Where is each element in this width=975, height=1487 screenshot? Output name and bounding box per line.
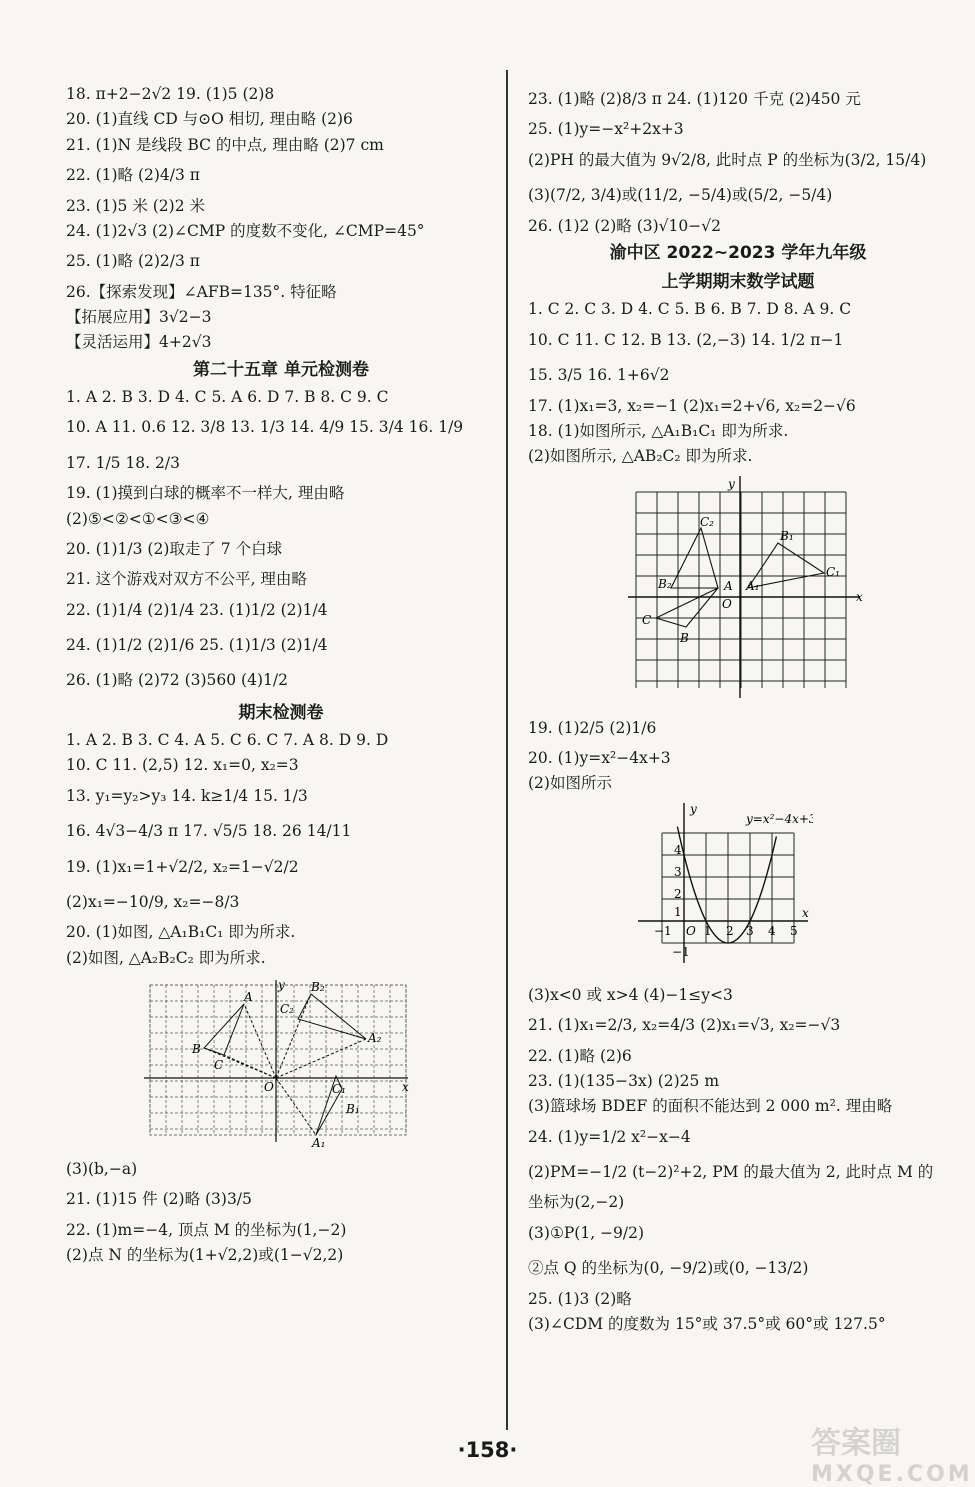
column-divider (506, 70, 508, 1430)
answer-line: 24. (1)2√3 (2)∠CMP 的度数不变化, ∠CMP=45° (66, 221, 425, 240)
answer-line: 10. C 11. (2,5) 12. x₁=0, x₂=3 (66, 756, 299, 775)
figure-label: −1 (654, 923, 672, 938)
answer-line: 23. (1)略 (2)8/3 π 24. (1)120 千克 (2)450 元 (528, 90, 861, 108)
answer-line: 18. (1)如图所示, △A₁B₁C₁ 即为所求. (528, 421, 789, 440)
section-heading: 渝中区 2022~2023 学年九年级 (609, 242, 867, 263)
answer-line: 【灵活运用】4+2√3 (66, 333, 212, 352)
answer-line: (2)如图所示 (528, 774, 612, 793)
figure-label: O (686, 923, 696, 938)
figure-label: B₁ (346, 1102, 360, 1116)
answer-line: 1. A 2. B 3. C 4. A 5. C 6. C 7. A 8. D 9. D (66, 731, 389, 749)
answer-line: 21. (1)15 件 (2)略 (3)3/5 (66, 1190, 252, 1209)
figure-label: −1 (672, 944, 690, 959)
answer-line: 1. A 2. B 3. D 4. C 5. A 6. D 7. B 8. C 9. C (66, 388, 389, 406)
figure-wrapper (66, 977, 496, 1151)
figure-label: A₁ (746, 578, 760, 593)
figure-label: A (244, 990, 253, 1004)
answer-line: 22. (1)m=−4, 顶点 M 的坐标为(1,−2) (66, 1220, 347, 1239)
figure-label: y (690, 802, 697, 816)
figure-label: B₂ (658, 576, 672, 591)
answer-line: 21. 这个游戏对双方不公平, 理由略 (66, 570, 307, 589)
answer-line: (3)x<0 或 x>4 (4)−1≤y<3 (528, 985, 733, 1004)
answer-line: 10. A 11. 0.6 12. 3/8 13. 1/3 14. 4/9 15. 3/4 16. 1/9 (66, 418, 464, 437)
answer-line: 20. (1)1/3 (2)取走了 7 个白球 (66, 539, 283, 558)
left-column (66, 82, 496, 1269)
answer-line: 【拓展应用】3√2−3 (66, 308, 212, 326)
page-number: ·158· (457, 1438, 518, 1462)
figure-rotation-grid (126, 977, 411, 1147)
figure-label: x (402, 1080, 409, 1094)
answer-line: 26. (1)2 (2)略 (3)√10−√2 (528, 216, 721, 235)
answer-line: 15. 3/5 16. 1+6√2 (528, 366, 670, 385)
figure-label: 4 (674, 842, 682, 857)
figure-label: A (724, 578, 733, 593)
watermark-line1: 答案圈 (811, 1426, 901, 1461)
answer-line: 21. (1)x₁=2/3, x₂=4/3 (2)x₁=√3, x₂=−√3 (528, 1016, 841, 1035)
watermark-line2: MXQE.COM (811, 1462, 973, 1487)
answer-line: 17. 1/5 18. 2/3 (66, 453, 180, 472)
answer-line: 24. (1)y=1/2 x²−x−4 (528, 1127, 691, 1146)
watermark-logo (811, 1418, 973, 1487)
answer-line: 20. (1)y=x²−4x+3 (528, 749, 671, 767)
figure-label: C₂ (700, 514, 714, 529)
figure-label: 1 (704, 923, 712, 938)
answer-line: 22. (1)略 (2)4/3 π (66, 166, 200, 185)
answer-line: 22. (1)略 (2)6 (528, 1046, 632, 1065)
answer-line: (2)PM=−1/2 (t−2)²+2, PM 的最大值为 2, 此时点 M 的 (528, 1163, 934, 1181)
figure-label: 5 (790, 923, 798, 938)
figure-transform-grid (628, 476, 873, 701)
figure-label: B₂ (311, 980, 325, 994)
answer-line: 18. π+2−2√2 19. (1)5 (2)8 (66, 85, 275, 103)
answer-line: (2)点 N 的坐标为(1+√2,2)或(1−√2,2) (66, 1246, 344, 1265)
figure-label: x (802, 905, 809, 920)
answer-line: 21. (1)N 是线段 BC 的中点, 理由略 (2)7 cm (66, 135, 384, 154)
answer-line: (3)(7/2, 3/4)或(11/2, −5/4)或(5/2, −5/4) (528, 186, 833, 205)
figure-label: x (856, 589, 863, 604)
figure-label: y (728, 476, 735, 491)
answer-line: 22. (1)1/4 (2)1/4 23. (1)1/2 (2)1/4 (66, 600, 328, 619)
figure-wrapper (528, 476, 948, 705)
figure-label: B (192, 1042, 201, 1056)
section-heading: 期末检测卷 (238, 702, 324, 723)
figure-label: C (642, 612, 652, 627)
answer-line: 20. (1)如图, △A₁B₁C₁ 即为所求. (66, 923, 296, 942)
figure-label: O (722, 596, 732, 611)
figure-label: B (680, 630, 689, 645)
answer-line: (2)PH 的最大值为 9√2/8, 此时点 P 的坐标为(3/2, 15/4) (528, 150, 927, 169)
figure-label: 2 (726, 923, 734, 938)
answer-line: 19. (1)2/5 (2)1/6 (528, 718, 657, 737)
answer-line: 坐标为(2,−2) (528, 1193, 625, 1212)
answer-line: (2)x₁=−10/9, x₂=−8/3 (66, 892, 240, 911)
right-column (528, 82, 948, 1337)
figure-label: 3 (674, 864, 682, 879)
answer-line: 23. (1)5 米 (2)2 米 (66, 196, 205, 215)
figure-label: 3 (746, 923, 754, 938)
answer-line: 1. C 2. C 3. D 4. C 5. B 6. B 7. D 8. A 9. C (528, 300, 852, 319)
answer-line: 23. (1)(135−3x) (2)25 m (528, 1071, 720, 1090)
figure-label: B₁ (780, 528, 794, 543)
figure-label: y=x²−4x+3 (746, 811, 813, 826)
answer-line: (3)(b,−a) (66, 1160, 138, 1178)
answer-line: 26. (1)略 (2)72 (3)560 (4)1/2 (66, 671, 288, 690)
answer-line: 25. (1)y=−x²+2x+3 (528, 120, 684, 139)
answer-line: 19. (1)x₁=1+√2/2, x₂=1−√2/2 (66, 857, 299, 876)
figure-label: O (264, 1080, 274, 1094)
answer-line: (2)⑤<②<①<③<④ (66, 509, 210, 528)
answer-line: 25. (1)略 (2)2/3 π (66, 252, 200, 271)
figure-label: A₁ (312, 1136, 326, 1147)
figure-label: y (278, 978, 285, 992)
figure-label: C₁ (332, 1082, 346, 1096)
answer-line: (3)篮球场 BDEF 的面积不能达到 2 000 m². 理由略 (528, 1097, 893, 1116)
answer-line: 19. (1)摸到白球的概率不一样大, 理由略 (66, 484, 345, 503)
figure-wrapper (528, 803, 948, 977)
answer-line: 13. y₁=y₂>y₃ 14. k≥1/4 15. 1/3 (66, 786, 308, 805)
figure-label: 2 (674, 886, 682, 901)
answer-line: 20. (1)直线 CD 与⊙O 相切, 理由略 (2)6 (66, 110, 353, 129)
answer-line: 24. (1)1/2 (2)1/6 25. (1)1/3 (2)1/4 (66, 636, 328, 654)
figure-parabola (638, 803, 813, 973)
answer-line: 25. (1)3 (2)略 (528, 1289, 632, 1308)
answer-line: 10. C 11. C 12. B 13. (2,−3) 14. 1/2 π−1 (528, 330, 844, 349)
figure-label: C (214, 1058, 224, 1072)
answer-line: (2)如图, △A₂B₂C₂ 即为所求. (66, 948, 266, 967)
answer-line: 26.【探索发现】∠AFB=135°. 特征略 (66, 282, 337, 301)
section-heading: 第二十五章 单元检测卷 (193, 359, 369, 380)
section-heading: 上学期期末数学试题 (661, 272, 815, 293)
answer-line: ②点 Q 的坐标为(0, −9/2)或(0, −13/2) (528, 1259, 809, 1278)
answer-line: (3)①P(1, −9/2) (528, 1223, 645, 1242)
answer-line: (3)∠CDM 的度数为 15°或 37.5°或 60°或 127.5° (528, 1314, 886, 1333)
figure-label: C₂ (280, 1002, 294, 1016)
figure-label: A₂ (368, 1031, 382, 1045)
answer-line: 17. (1)x₁=3, x₂=−1 (2)x₁=2+√6, x₂=2−√6 (528, 396, 856, 415)
figure-label: 1 (674, 904, 682, 919)
answer-line: (2)如图所示, △AB₂C₂ 即为所求. (528, 447, 753, 466)
answer-line: 16. 4√3−4/3 π 17. √5/5 18. 26 14/11 (66, 822, 352, 841)
figure-label: 4 (768, 923, 776, 938)
figure-label: C₁ (826, 564, 840, 579)
